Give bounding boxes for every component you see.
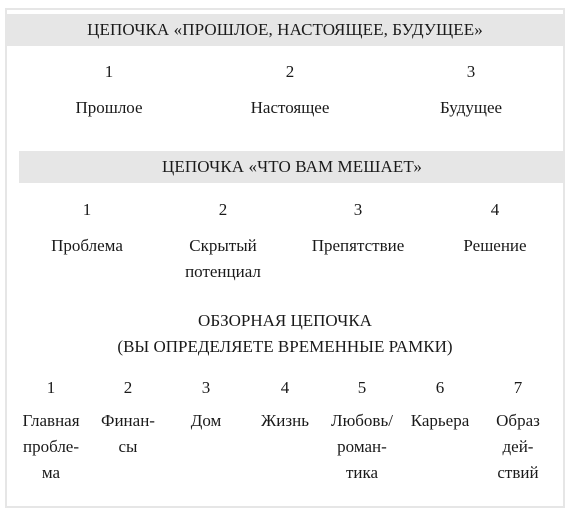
chain3-item-7-label-line: дей- — [502, 437, 534, 456]
chain3-item-6-label — [411, 408, 470, 434]
chain3-item-7-label-line: ствий — [497, 463, 539, 482]
chain2-item-1-label — [51, 233, 123, 259]
chain2-item-4-number: 4 — [490, 200, 500, 219]
chain3-item-5-label-line: тика — [345, 463, 379, 482]
chain3-item-1-label-line: пробле- — [22, 437, 80, 456]
chain2-item-3-number: 3 — [353, 200, 363, 219]
chain3-subtitle: (ВЫ ОПРЕДЕЛЯЕТЕ ВРЕМЕННЫЕ РАМКИ) — [117, 337, 453, 356]
chain3-item-3-label-line: Дом — [190, 411, 222, 430]
chain3-item-6-number: 6 — [435, 378, 445, 397]
chain1-item-2-label: Настоящее — [250, 98, 330, 117]
chain3-item-1-label — [22, 408, 79, 486]
chain3-item-1-number: 1 — [46, 378, 56, 397]
chain3-title: ОБЗОРНАЯ ЦЕПОЧКА — [198, 311, 372, 330]
chain3-item-4-number: 4 — [280, 378, 290, 397]
chain2-item-2-number: 2 — [218, 200, 228, 219]
chain2-item-3-label-line: Препятствие — [311, 236, 405, 255]
chain3-item-2-label — [101, 408, 155, 460]
chain3-item-5-number: 5 — [357, 378, 367, 397]
chain3-item-2-label-line: сы — [118, 437, 138, 456]
chain3-item-1-label-line: ма — [41, 463, 61, 482]
chain1-item-2-number: 2 — [285, 62, 295, 81]
chain2-item-4-label — [463, 233, 526, 259]
chain3-item-3-number: 3 — [201, 378, 211, 397]
chain2-item-4-label-line: Решение — [463, 236, 527, 255]
chain2-item-3-label — [312, 233, 405, 259]
chain3-item-2-label-line: Финан- — [101, 411, 155, 430]
chain3-item-7-number: 7 — [513, 378, 523, 397]
chain3-item-7-label-line: Образ — [496, 411, 540, 430]
chain2-item-2-label-line: потенциал — [185, 262, 261, 281]
chain1-title: ЦЕПОЧКА «ПРОШЛОЕ, НАСТОЯЩЕЕ, БУДУЩЕЕ» — [87, 20, 483, 39]
chain2-item-2-label — [185, 233, 261, 285]
chain3-item-4-label — [261, 408, 309, 434]
chain2-title: ЦЕПОЧКА «ЧТО ВАМ МЕШАЕТ» — [161, 157, 422, 176]
chain1-item-3-label: Будущее — [439, 98, 503, 117]
chain3-item-2-number: 2 — [123, 378, 133, 397]
chain3-item-5-label-line: Любовь/ — [331, 411, 393, 430]
chain1-title-band — [5, 14, 565, 46]
chain2-title-band — [19, 151, 565, 183]
chain3-item-6-label-line: Карьера — [410, 411, 470, 430]
chain2-item-2-label-line: Скрытый — [189, 236, 257, 255]
chain3-item-7-label — [496, 408, 540, 486]
chain3-item-5-label-line: роман- — [337, 437, 387, 456]
chain3-item-1-label-line: Главная — [22, 411, 80, 430]
chain2-item-1-number: 1 — [82, 200, 92, 219]
chain1-item-3-number: 3 — [466, 62, 476, 81]
chain2-item-1-label-line: Проблема — [51, 236, 123, 255]
chain3-item-5-label — [331, 408, 393, 486]
chain3-item-3-label — [191, 408, 222, 434]
chain3-item-4-label-line: Жизнь — [261, 411, 309, 430]
chain1-item-1-number: 1 — [104, 62, 114, 81]
chain1-item-1-label: Прошлое — [75, 98, 143, 117]
